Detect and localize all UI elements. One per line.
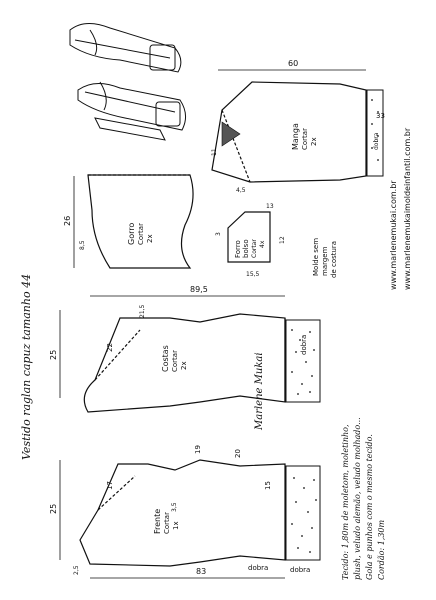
frente-pattern-piece xyxy=(80,460,285,566)
website-1: www.marlenemukai.com.br xyxy=(389,180,398,290)
bolso-label-4: 4x xyxy=(259,240,266,248)
gorro-label-name: Gorro xyxy=(127,222,136,245)
manga-label-qty: 2x xyxy=(310,137,318,146)
bolso-label-1: Forro xyxy=(234,240,242,258)
manga-label-cut: Cortar xyxy=(301,128,309,150)
measure-89-5: 89,5 xyxy=(190,285,208,294)
fabric-line-4: Cordão: 1,30m xyxy=(377,519,386,580)
costas-label-name: Costas xyxy=(161,345,170,372)
measure-11: 11 xyxy=(211,148,218,156)
measure-33: 33 xyxy=(376,112,385,120)
measure-13: 13 xyxy=(266,203,274,210)
measure-20: 20 xyxy=(234,449,242,458)
measure-15: 15 xyxy=(264,481,272,490)
hoodie-illustration xyxy=(70,23,186,140)
fabric-line-2: plush, veludo alemão, veludo molhado... xyxy=(353,417,362,580)
measure-4-5: 4,5 xyxy=(236,187,246,194)
note-line-2: margem xyxy=(321,246,329,276)
note-line-1: Molde sem xyxy=(312,237,320,276)
manga-dart-hatch xyxy=(222,122,240,146)
frente-label-cut: Cortar xyxy=(163,512,171,534)
frente-cuff-band xyxy=(286,466,320,560)
measure-26: 26 xyxy=(63,215,72,226)
bolso-label-2: bolso xyxy=(242,239,250,258)
measure-3-5: 3,5 xyxy=(171,502,178,512)
costas-label-cut: Cortar xyxy=(171,350,179,372)
measure-21-5: 21,5 xyxy=(139,304,146,318)
note-line-3: de costura xyxy=(330,240,338,278)
measure-60: 60 xyxy=(288,59,299,68)
frente-cuff-dots xyxy=(291,477,317,553)
frente-label-name: Frente xyxy=(153,508,162,534)
frente-cuff-fold-label: dobra xyxy=(290,566,311,574)
costas-fold-label: dobra xyxy=(300,334,308,355)
signature: Marlene Mukai xyxy=(254,352,265,430)
gorro-label-cut: Cortar xyxy=(137,223,145,245)
measure-17: 17 xyxy=(106,481,114,490)
website-2: www.marlenemukaimoldeinfantil.com.br xyxy=(403,127,412,290)
measure-19: 19 xyxy=(194,445,202,454)
measure-25-front: 25 xyxy=(49,503,58,514)
manga-label-name: Manga xyxy=(291,123,300,150)
measure-25-back: 25 xyxy=(49,349,58,360)
measure-15-5: 15,5 xyxy=(246,271,260,278)
measure-2-5: 2,5 xyxy=(73,565,80,575)
manga-cuff-dots xyxy=(371,99,379,161)
measure-3: 3 xyxy=(215,232,222,236)
costas-label-qty: 2x xyxy=(180,361,188,370)
measure-12: 12 xyxy=(279,236,286,244)
gorro-label-qty: 2x xyxy=(146,234,154,243)
costas-cuff-band xyxy=(286,320,320,402)
measure-8-5: 8,5 xyxy=(79,240,86,250)
pattern-title: Vestido raglan capuz tamanho 44 xyxy=(20,273,33,460)
fabric-line-3: Gola e punhos com o mesmo tecido. xyxy=(365,434,374,580)
manga-cuff-fold-label: dobra xyxy=(373,132,380,150)
frente-label-qty: 1x xyxy=(172,521,180,530)
fabric-line-1: Tecido: 1,80m de moletom, moletinho, xyxy=(341,424,350,580)
measure-83: 83 xyxy=(196,567,207,576)
gorro-pattern-piece xyxy=(88,175,193,268)
measure-22: 22 xyxy=(106,343,114,352)
bolso-label-3: Cortar xyxy=(251,239,258,258)
frente-fold-label: dobra xyxy=(248,564,269,572)
